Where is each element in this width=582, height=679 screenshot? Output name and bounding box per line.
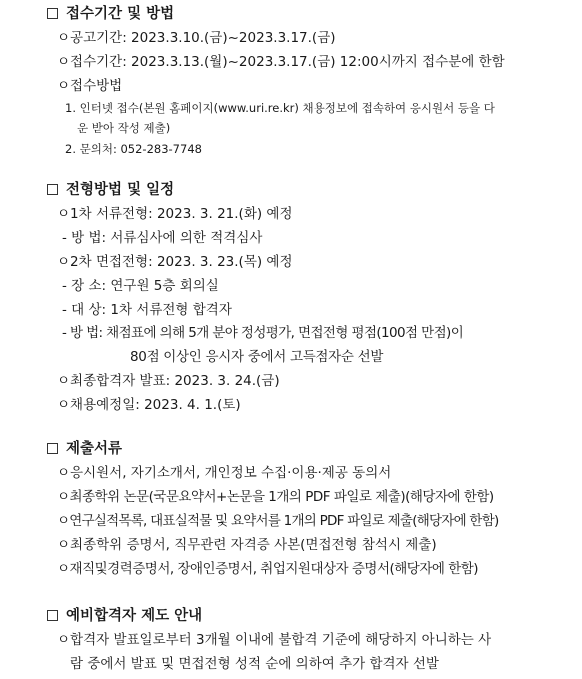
interview-method-2: 80점 이상인 응시자 중에서 고득점자순 선발 <box>130 349 384 365</box>
section-title-documents: 제출서류 <box>66 441 123 457</box>
final-announcement: ㅇ최종합격자 발표: 2023. 3. 24.(금) <box>57 373 280 389</box>
interview-method-1: - 방 법: 채점표에 의해 5개 분야 정성평가, 면접전형 평점(100점 만점)이 <box>62 325 464 341</box>
checkbox-icon <box>47 184 58 195</box>
application-period: ㅇ접수기간: 2023.3.13.(월)~2023.3.17.(금) 12:00시까지 접수분에 한함 <box>57 54 505 70</box>
section-title-reserve: 예비합격자 제도 안내 <box>66 608 203 624</box>
notice-period: ㅇ공고기간: 2023.3.10.(금)~2023.3.17.(금) <box>57 30 336 46</box>
document-item: ㅇ재직및경력증명서, 장애인증명서, 취업지원대상자 증명서(해당자에 한함) <box>57 561 479 577</box>
method-online-1: 1. 인터넷 접수(본원 홈페이지(www.uri.re.kr) 채용정보에 접속하여 응시원서 등을 다 <box>65 101 495 115</box>
first-method: - 방 법: 서류심사에 의한 적격심사 <box>62 230 263 246</box>
interview-target: - 대 상: 1차 서류전형 합격자 <box>62 302 232 318</box>
document-item: ㅇ최종학위 증명서, 직무관련 자격증 사본(면접전형 참석시 제출) <box>57 537 437 553</box>
checkbox-icon <box>47 443 58 454</box>
document-item: ㅇ최종학위 논문(국문요약서+논문을 1개의 PDF 파일로 제출)(해당자에 한함) <box>57 489 494 505</box>
reserve-line-1: ㅇ합격자 발표일로부터 3개월 이내에 불합격 기준에 해당하지 아니하는 사 <box>57 632 492 648</box>
document-item: ㅇ연구실적목록, 대표실적물 및 요약서를 1개의 PDF 파일로 제출(해당자에 한함) <box>57 513 499 529</box>
checkbox-icon <box>47 610 58 621</box>
method-contact: 2. 문의처: 052-283-7748 <box>65 142 202 156</box>
hire-date: ㅇ채용예정일: 2023. 4. 1.(토) <box>57 397 241 413</box>
second-interview: ㅇ2차 면접전형: 2023. 3. 23.(목) 예정 <box>57 254 293 270</box>
checkbox-icon <box>47 8 58 19</box>
section-title-application: 접수기간 및 방법 <box>66 6 175 22</box>
section-title-selection: 전형방법 및 일정 <box>66 182 175 198</box>
first-screening: ㅇ1차 서류전형: 2023. 3. 21.(화) 예정 <box>57 206 293 222</box>
reserve-line-2: 람 중에서 발표 및 면접전형 성적 순에 의하여 추가 합격자 선발 <box>70 656 439 672</box>
application-method: ㅇ접수방법 <box>57 78 123 94</box>
document-item: ㅇ응시원서, 자기소개서, 개인정보 수집·이용·제공 동의서 <box>57 465 392 481</box>
method-online-2: 운 받아 작성 제출) <box>77 121 171 135</box>
interview-location: - 장 소: 연구원 5층 회의실 <box>62 278 219 294</box>
